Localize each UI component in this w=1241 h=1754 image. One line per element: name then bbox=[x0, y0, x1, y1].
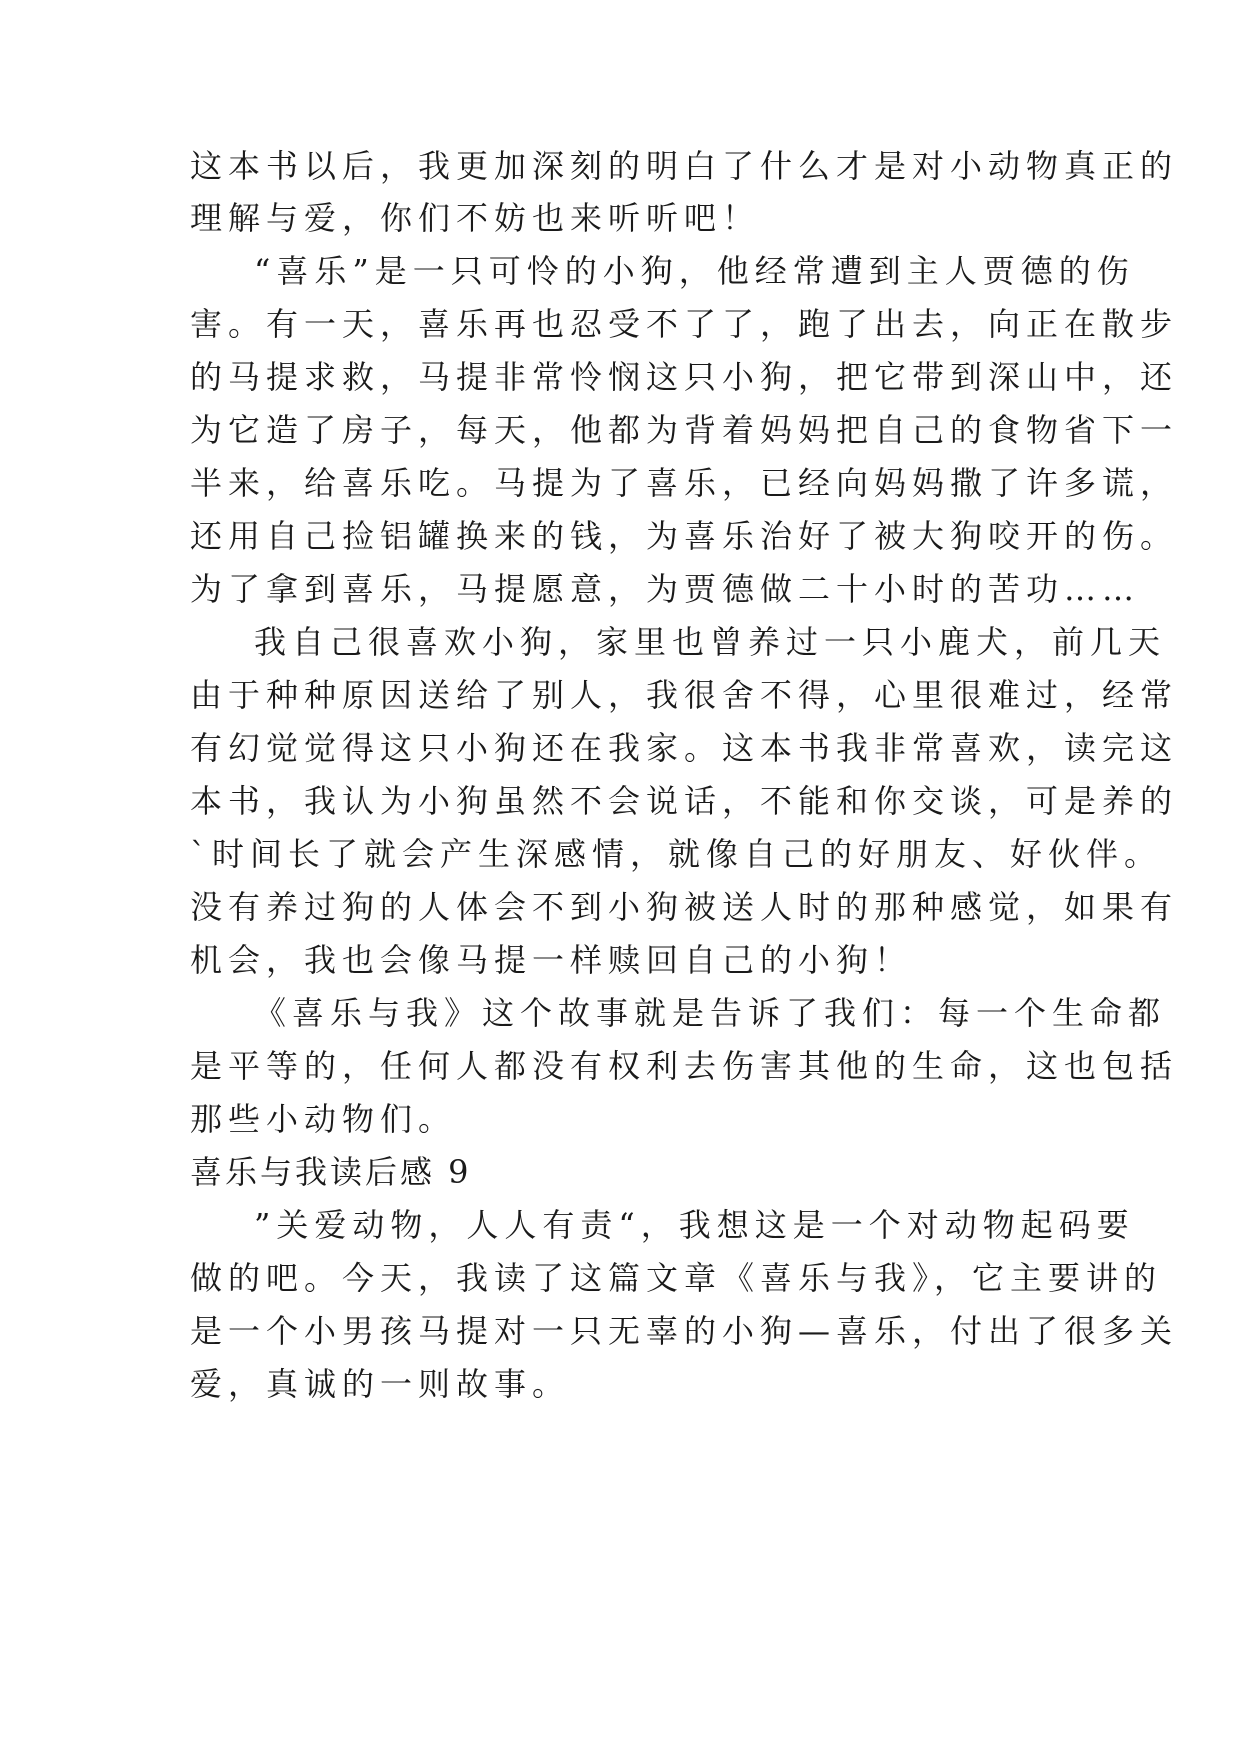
text-line: 理解与爱，你们不妨也来听听吧！ bbox=[190, 199, 761, 237]
text-line: 由于种种原因送给了别人，我很舍不得，心里很难过，经常 bbox=[190, 676, 1179, 714]
text-line: 为它造了房子，每天，他都为背着妈妈把自己的食物省下一 bbox=[190, 411, 1179, 449]
text-line: 那些小动物们。 bbox=[190, 1100, 457, 1138]
text-line: 这本书以后，我更加深刻的明白了什么才是对小动物真正的 bbox=[190, 147, 1179, 185]
text-line: 没有养过狗的人体会不到小狗被送人时的那种感觉，如果有 bbox=[190, 888, 1179, 926]
text-line: 做的吧。今天，我读了这篇文章《喜乐与我》，它主要讲的 bbox=[190, 1259, 1163, 1297]
text-line: 为了拿到喜乐，马提愿意，为贾德做二十小时的苦功…… bbox=[190, 570, 1141, 608]
paragraph-first-line: 《喜乐与我》这个故事就是告诉了我们：每一个生命都 bbox=[254, 994, 1167, 1032]
text-line: 还用自己捡铝罐换来的钱，为喜乐治好了被大狗咬开的伤。 bbox=[190, 517, 1179, 555]
text-line: 半来，给喜乐吃。马提为了喜乐，已经向妈妈撒了许多谎， bbox=[190, 464, 1179, 502]
section-heading: 喜乐与我读后感 9 bbox=[190, 1153, 472, 1191]
text-line: 害。有一天，喜乐再也忍受不了了，跑了出去，向正在散步 bbox=[190, 305, 1179, 343]
text-line: 爱，真诚的一则故事。 bbox=[190, 1365, 571, 1403]
text-line: 的马提求救，马提非常怜悯这只小狗，把它带到深山中，还 bbox=[190, 358, 1179, 396]
text-line: 是平等的，任何人都没有权利去伤害其他的生命，这也包括 bbox=[190, 1047, 1179, 1085]
text-line: 有幻觉觉得这只小狗还在我家。这本书我非常喜欢，读完这 bbox=[190, 729, 1179, 767]
text-line: `时间长了就会产生深感情，就像自己的好朋友、好伙伴。 bbox=[190, 835, 1163, 873]
paragraph-first-line: “喜乐”是一只可怜的小狗，他经常遭到主人贾德的伤 bbox=[254, 252, 1135, 290]
text-line: 是一个小男孩马提对一只无辜的小狗—喜乐，付出了很多关 bbox=[190, 1312, 1179, 1350]
paragraph-first-line: 我自己很喜欢小狗，家里也曾养过一只小鹿犬，前几天 bbox=[254, 623, 1167, 661]
text-line: 机会，我也会像马提一样赎回自己的小狗！ bbox=[190, 941, 913, 979]
text-line: 本书，我认为小狗虽然不会说话，不能和你交谈，可是养的 bbox=[190, 782, 1179, 820]
paragraph-first-line: ”关爱动物，人人有责“，我想这是一个对动物起码要 bbox=[254, 1206, 1135, 1244]
